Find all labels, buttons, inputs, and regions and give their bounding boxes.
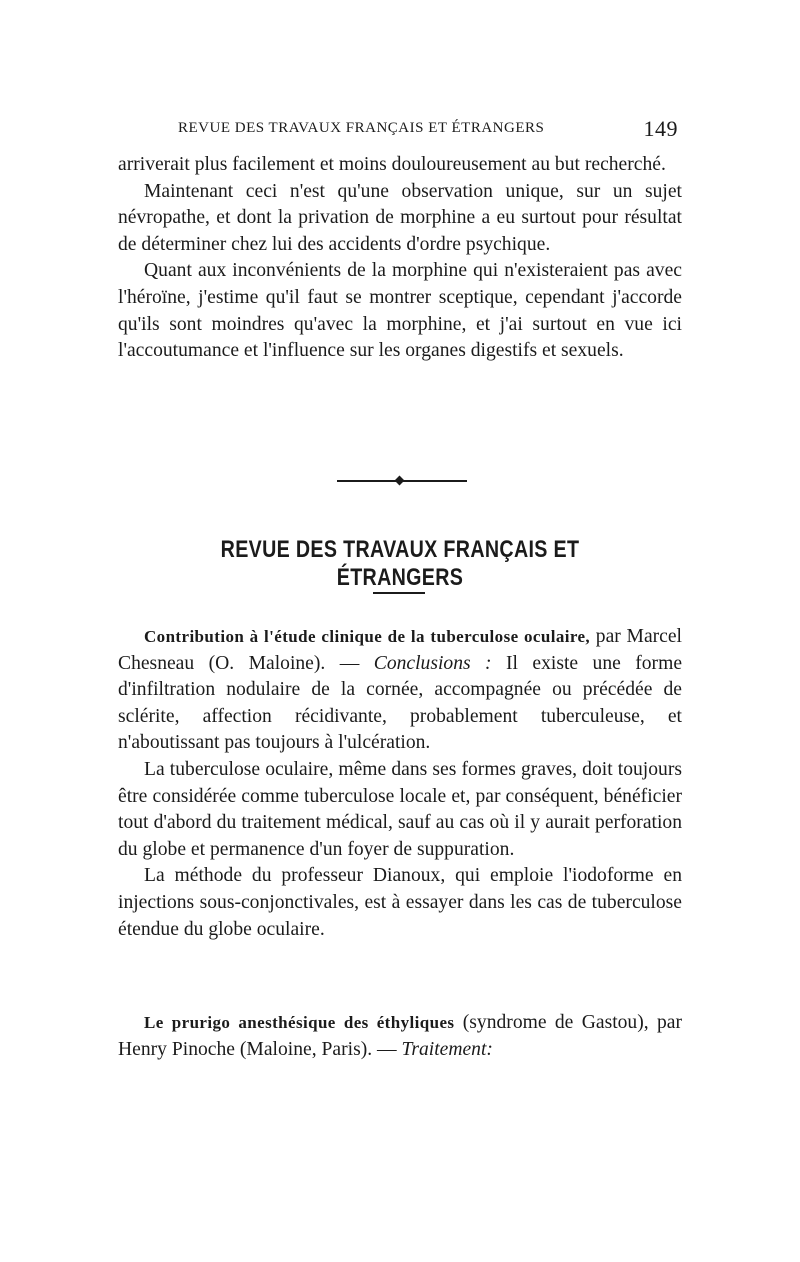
entry-2-title: Le prurigo anesthésique des éthyliques (144, 1013, 455, 1032)
ornamental-rule (337, 476, 467, 486)
entry-1-paragraph-3: La méthode du professeur Dianoux, qui emploie l'iodoforme en injections sous-conjonctivales, est à essayer dans les cas de tuberculose étendue du globe oculaire. (118, 865, 682, 940)
page-number: 149 (643, 116, 678, 141)
entry-1-title: Contribution à l'étude clinique de la tuberculose oculaire, (144, 627, 591, 646)
entry-1-text: Il existe une forme d'infiltration nodulaire de la cornée, accompagnée ou précédée de sclérite, affection récidivante, probablement tuberculeuse, et n'aboutissant pas toujours à l'ulcération. (118, 652, 683, 754)
running-head (118, 116, 678, 140)
entry-2-label: Traitement: (401, 1038, 493, 1060)
entry-1-label: Conclusions : (373, 652, 492, 674)
review-entry-2 (118, 1010, 682, 1063)
continuation-paragraph-2: Maintenant ceci n'est qu'une observation unique, sur un sujet névropathe, et dont la privation de morphine a eu surtout pour résultat de déterminer chez lui des accidents d'ordre psychique. (118, 180, 682, 255)
diamond-icon (395, 476, 405, 486)
entry-2-byline: (syndrome de Gastou), par Henry Pinoche (Maloine, Paris). — (118, 1012, 683, 1060)
review-entry-1 (118, 624, 682, 943)
section-title: REVUE DES TRAVAUX FRANÇAIS ET ÉTRANGERS (220, 536, 580, 591)
running-head-title: REVUE DES TRAVAUX FRANÇAIS ET ÉTRANGERS (178, 120, 545, 136)
entry-1-paragraph-2: La tuberculose oculaire, même dans ses formes graves, doit toujours être considérée comme tuberculose locale et, par conséquent, bénéficier tout d'abord du traitement médical, sauf au cas où il y aurait perforation du globe et permanence d'un foyer de suppuration. (118, 758, 682, 860)
continuation-text (118, 152, 682, 365)
continuation-paragraph-1: arriverait plus facilement et moins douloureusement au but recherché. (118, 154, 666, 175)
entry-1-byline: par Marcel Chesneau (O. Maloine). — (118, 626, 683, 674)
section-rule (373, 592, 425, 594)
continuation-paragraph-3: Quant aux inconvénients de la morphine qui n'existeraient pas avec l'héroïne, j'estime qu'il faut se montrer sceptique, cependant j'accorde qu'ils sont moindres qu'avec la morphine, et j'ai surtout en vue ici l'accoutumance et l'influence sur les organes digestifs et sexuels. (118, 260, 682, 362)
entry-2-paragraph-1 (118, 1010, 682, 1063)
entry-1-paragraph-1 (118, 624, 682, 757)
